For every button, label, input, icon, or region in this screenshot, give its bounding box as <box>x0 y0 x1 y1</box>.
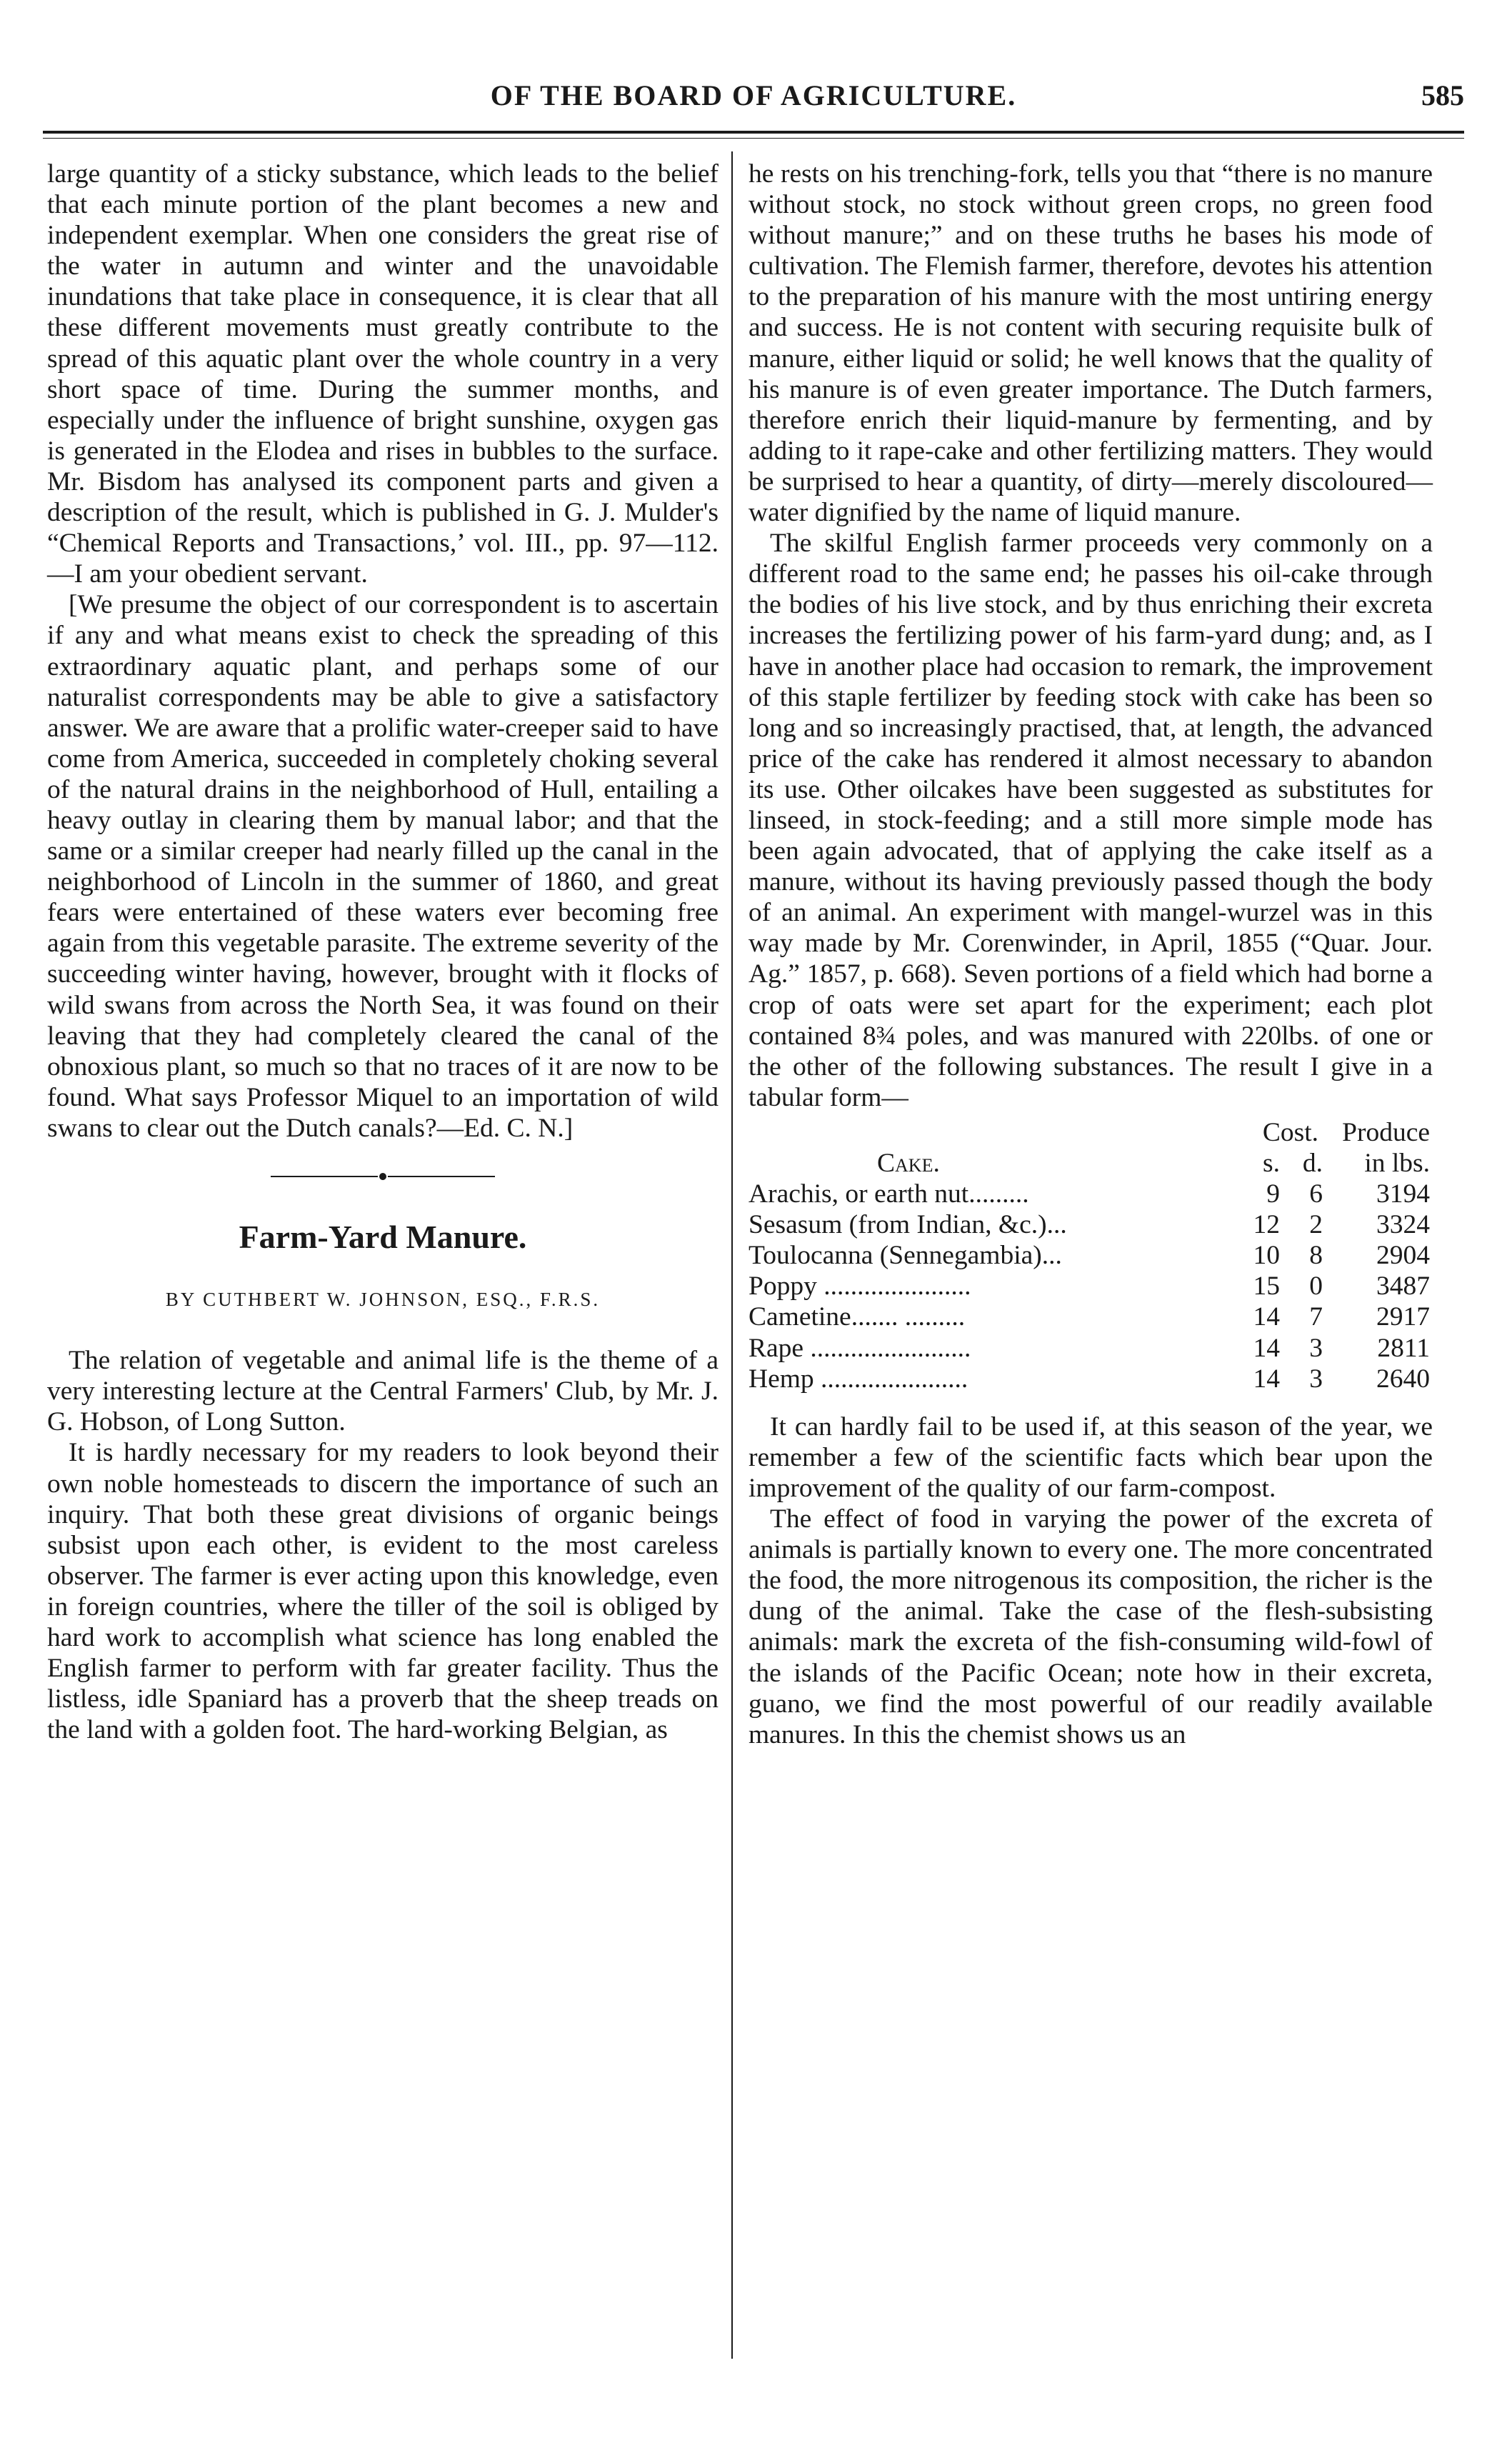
produce-lbs: 3487 <box>1376 1272 1430 1302</box>
produce-lbs: 3194 <box>1376 1179 1430 1209</box>
header-shillings: s. <box>1263 1149 1280 1178</box>
cake-name: Rape ........................ <box>749 1333 971 1363</box>
cake-name: Toulocanna (Sennegambia)... <box>749 1241 1062 1271</box>
table-row <box>749 1364 1433 1394</box>
cost-shillings: 9 <box>1266 1179 1280 1209</box>
header-lbs: in lbs. <box>1364 1149 1430 1178</box>
divider-line-left <box>271 1176 378 1177</box>
table-header-row-1 <box>749 1117 1433 1148</box>
cake-name: Poppy ...................... <box>749 1272 971 1302</box>
table-row <box>749 1209 1433 1240</box>
produce-lbs: 2917 <box>1376 1302 1430 1332</box>
cake-name: Hemp ...................... <box>749 1364 968 1394</box>
cost-pence: 3 <box>1309 1364 1323 1394</box>
cake-name: Cametine....... ......... <box>749 1302 966 1332</box>
table-row <box>749 1333 1433 1364</box>
editor-note-paragraph: [We presume the object of our correspondent is to ascertain if any and what means exist to check the spreading of this extraordinary aquatic plant, and perhaps some of our naturalist correspondents may be able to give a satisfactory answer. We are aware that a prolific water-creeper said to have come from America, succeeded in completely choking several of the natural drains in the neighborhood of Hull, entailing a heavy outlay in clearing them by manual labor; and that the same or a similar creeper had nearly filled up the canal in the neighborhood of Lincoln in the summer of 1860, and great fears were entertained of these waters ever becoming free again from this vegetable parasite. The extreme severity of the succeeding winter having, however, brought with it flocks of wild swans from across the North Sea, it was found on their leaving that they had completely cleared the canal of the obnoxious plant, so much so that no traces of it are now to be found. What says Professor Miquel to an importation of wild swans to clear out the Dutch canals?—Ed. C. N.] <box>47 590 719 1143</box>
divider-dot <box>379 1173 386 1180</box>
header-rule-thick <box>43 131 1464 134</box>
produce-lbs: 2640 <box>1376 1364 1430 1394</box>
section-divider-ornament <box>47 1159 719 1190</box>
header-cake: Cake. <box>877 1149 940 1178</box>
cake-name: Sesasum (from Indian, &c.)... <box>749 1210 1067 1240</box>
cake-results-table <box>749 1117 1433 1394</box>
produce-lbs: 3324 <box>1376 1210 1430 1240</box>
cost-shillings: 14 <box>1253 1333 1280 1363</box>
article-paragraph-2: It is hardly necessary for my readers to look beyond their own noble homesteads to discern the importance of such an inquiry. That both these great divisions of organic beings subsist upon each other, is evident to the most careless observer. The farmer is ever acting upon this knowledge, even in foreign countries, where the tiller of the soil is obliged by hard work to accomplish what science has long enabled the English farmer to perform with far greater facility. Thus the listless, idle Spaniard has a proverb that the sheep treads on the land with a golden foot. The hard-working Belgian, as <box>47 1438 719 1745</box>
left-paragraph-1: large quantity of a sticky substance, which leads to the belief that each minute portion of the plant becomes a new and independent exemplar. When one considers the great rise of the water in autumn and winter and the unavoidable inundations that take place in consequence, it is clear that all these different movements must greatly contribute to the spread of this aquatic plant over the whole country in a very short space of time. During the summer months, and especially under the influence of bright sunshine, oxygen gas is generated in the Elodea and rises in bubbles to the surface. Mr. Bisdom has analysed its component parts and given a description of the result, which is published in G. J. Mulder's “Chemical Reports and Transactions,’ vol. III., pp. 97—112.—I am your obedient servant. <box>47 159 719 589</box>
cake-name: Arachis, or earth nut......... <box>749 1179 1029 1209</box>
table-header-row-2 <box>749 1148 1433 1179</box>
cost-shillings: 12 <box>1253 1210 1280 1240</box>
produce-lbs: 2811 <box>1377 1333 1430 1363</box>
header-blank <box>749 1117 1237 1148</box>
left-column <box>47 159 719 1745</box>
table-row <box>749 1302 1433 1332</box>
cost-shillings: 15 <box>1253 1272 1280 1302</box>
right-paragraph-2: The skilful English farmer proceeds very commonly on a different road to the same end; he passes his oil-cake through the bodies of his live stock, and by thus enriching their excreta increases the fertilizing power of his farm-yard dung; and, as I have in another place had occasion to remark, the improvement of this staple fertilizer by feeding stock with cake has been so long and so increasingly practised, that, at length, the advanced price of the cake has rendered it almost necessary to abandon its use. Other oilcakes have been suggested as substitutes for linseed, in stock-feeding; and a still more simple mode has been again advocated, that of applying the cake itself as a manure, without its having previously passed though the body of an animal. An experiment with mangel-wurzel was in this way made by Mr. Corenwinder, in April, 1855 (“Quar. Jour. Ag.” 1857, p. 668). Seven portions of a field which had borne a crop of oats were set apart for the experiment; each plot contained 8¾ poles, and was manured with 220lbs. of one or the other of the following substances. The result I give in a tabular form— <box>749 529 1433 1112</box>
page-number: 585 <box>1421 79 1464 111</box>
right-paragraph-3: It can hardly fail to be used if, at this season of the year, we remember a few of the scientific facts which bear upon the improvement of the quality of our farm-compost. <box>749 1412 1433 1503</box>
header-pence: d. <box>1302 1149 1323 1178</box>
article-paragraph-1: The relation of vegetable and animal life is the theme of a very interesting lecture at the Central Farmers' Club, by Mr. J. G. Hobson, of Long Sutton. <box>47 1346 719 1437</box>
cost-shillings: 10 <box>1253 1241 1280 1271</box>
table-row <box>749 1271 1433 1302</box>
cost-shillings: 14 <box>1253 1364 1280 1394</box>
running-head <box>43 79 1464 121</box>
header-cost: Cost. <box>1262 1117 1318 1147</box>
cost-pence: 3 <box>1309 1333 1323 1363</box>
running-title: OF THE BOARD OF AGRICULTURE. <box>490 79 1017 111</box>
article-title: Farm-Yard Manure. <box>239 1219 527 1256</box>
cost-pence: 6 <box>1309 1179 1323 1209</box>
table-row <box>749 1240 1433 1271</box>
divider-line-right <box>388 1176 495 1177</box>
header-rule-thin <box>43 138 1464 139</box>
produce-lbs: 2904 <box>1376 1241 1430 1271</box>
column-divider <box>731 151 733 2359</box>
right-paragraph-1: he rests on his trenching-fork, tells you that “there is no manure without stock, no stock without green crops, no green food without manure;” and on these truths he bases his mode of cultivation. The Flemish farmer, therefore, devotes his attention to the preparation of his manure with the most untiring energy and success. He is not content with securing requisite bulk of manure, either liquid or solid; he well knows that the quality of his manure is of even greater importance. The Dutch farmers, therefore enrich their liquid-manure by fermenting, and by adding to it rape-cake and other fertilizing matters. They would be surprised to hear a quantity, of dirty—merely discoloured—water dignified by the name of liquid manure. <box>749 159 1433 528</box>
cost-pence: 8 <box>1309 1241 1323 1271</box>
cost-pence: 2 <box>1309 1210 1323 1240</box>
header-produce: Produce <box>1342 1117 1430 1147</box>
right-paragraph-4: The effect of food in varying the power of the excreta of animals is partially known to every one. The more concentrated the food, the more nitrogenous its composition, the richer is the dung of the animal. Take the case of the flesh-subsisting animals: mark the excreta of the fish-consuming wild-fowl of the islands of the Pacific Ocean; note how in their excreta, guano, we find the most powerful of our readily available manures. In this the chemist shows us an <box>749 1504 1433 1749</box>
article-byline: BY CUTHBERT W. JOHNSON, ESQ., F.R.S. <box>165 1289 601 1311</box>
table-row <box>749 1179 1433 1209</box>
cost-shillings: 14 <box>1253 1302 1280 1332</box>
cost-pence: 0 <box>1309 1272 1323 1302</box>
cost-pence: 7 <box>1309 1302 1323 1332</box>
right-column <box>749 159 1433 1750</box>
